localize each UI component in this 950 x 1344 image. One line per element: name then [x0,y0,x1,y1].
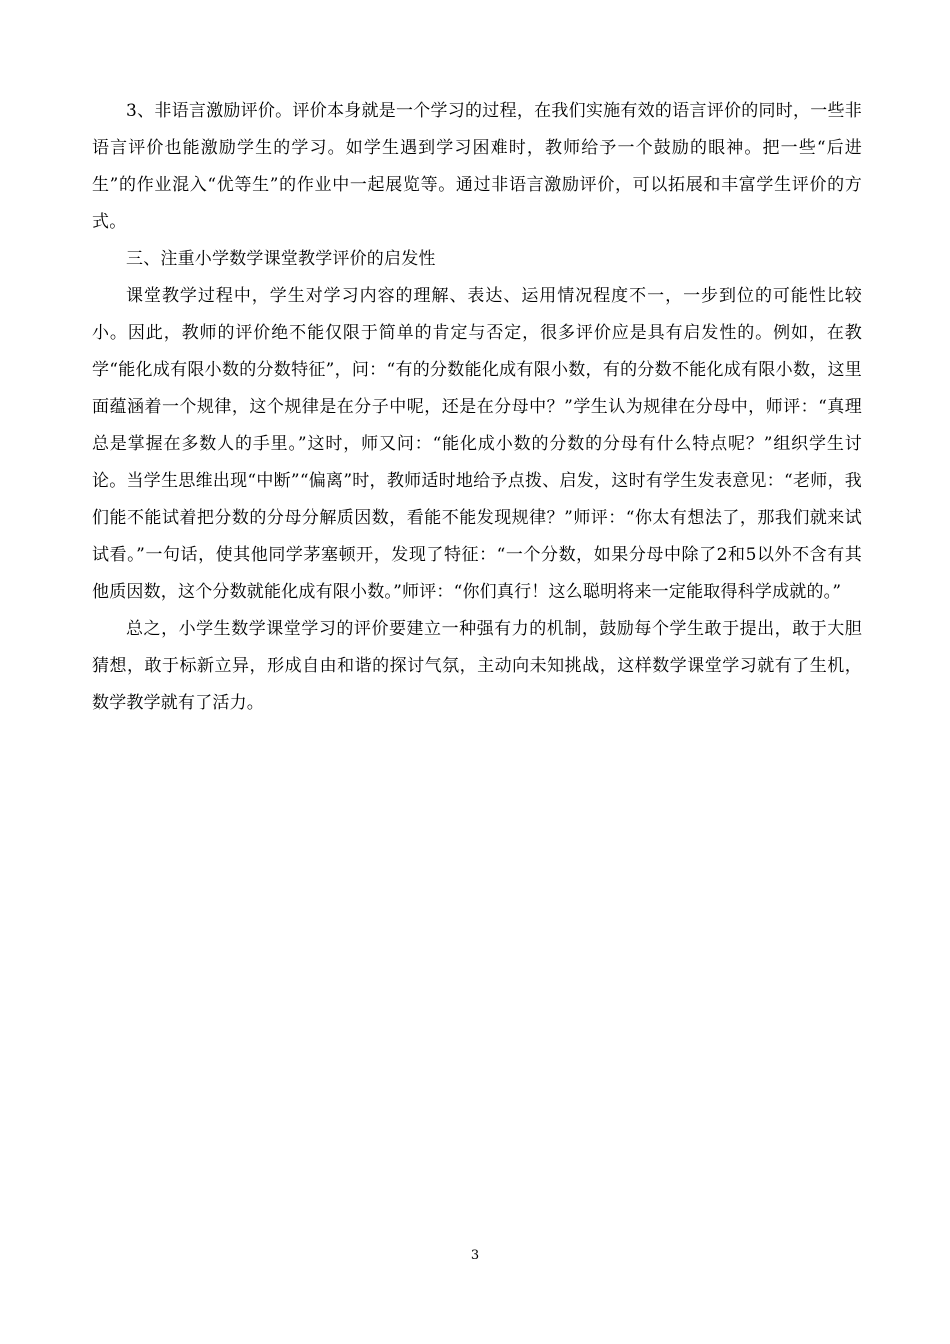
section-heading-three: 三、注重小学数学课堂教学评价的启发性 [126,249,436,269]
page-number: 3 [470,1248,480,1263]
paragraph-nonverbal-evaluation: 3、非语言激励评价。评价本身就是一个学习的过程，在我们实施有效的语言评价的同时，一些非语言评价也能激励学生的学习。如学生遇到学习困难时，教师给予一个鼓励的眼神。把一些“后进生”的作业混入“优等生”的作业中一起展览等。通过非语言激励评价，可以拓展和丰富学生评价的方式。 [92,101,862,232]
paragraph-conclusion: 总之，小学生数学课堂学习的评价要建立一种强有力的机制，鼓励每个学生敢于提出，敢于大胆猜想，敢于标新立异，形成自由和谐的探讨气氛，主动向未知挑战，这样数学课堂学习就有了生机，数学教学就有了活力。 [92,619,862,713]
document-body [92,93,862,722]
paragraph-heuristic-evaluation: 课堂教学过程中，学生对学习内容的理解、表达、运用情况程度不一，一步到位的可能性比较小。因此，教师的评价绝不能仅限于简单的肯定与否定，很多评价应是具有启发性的。例如，在教学“能化成有限小数的分数特征”，问：“有的分数能化成有限小数，有的分数不能化成有限小数，这里面蕴涵着一个规律，这个规律是在分子中呢，还是在分母中？”学生认为规律在分母中，师评：“真理总是掌握在多数人的手里。”这时，师又问：“能化成小数的分数的分母有什么特点呢？”组织学生讨论。当学生思维出现“中断”“偏离”时，教师适时地给予点拨、启发，这时有学生发表意见：“老师，我们能不能试着把分数的分母分解质因数，看能不能发现规律？”师评：“你太有想法了，那我们就来试试看。”一句话，使其他同学茅塞顿开，发现了特征：“一个分数，如果分母中除了2和5以外不含有其他质因数，这个分数就能化成有限小数。”师评：“你们真行！这么聪明将来一定能取得科学成就的。” [92,286,862,602]
